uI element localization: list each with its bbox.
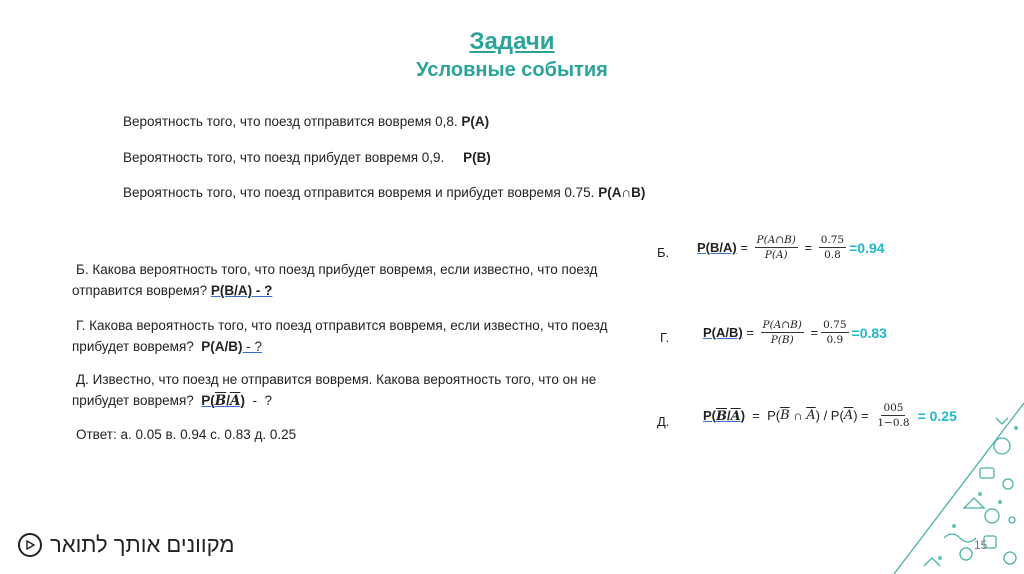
solution-d-label: Д. bbox=[657, 414, 670, 429]
given-line-1 bbox=[123, 114, 489, 129]
solution-b-label: Б. bbox=[657, 245, 670, 260]
equals: = bbox=[806, 325, 819, 340]
question-b-line2: отправится вовремя? bbox=[72, 283, 211, 298]
page-number: 15 bbox=[974, 538, 988, 552]
solution-d-result: = 0.25 bbox=[917, 407, 957, 424]
page-title: Задачи bbox=[469, 28, 555, 55]
solution-b-result: =0.94 bbox=[849, 239, 885, 256]
solution-b-lhs: P(B/A) bbox=[697, 240, 737, 255]
overline-a: $\overline{A}$ bbox=[843, 408, 854, 423]
given-line-3 bbox=[123, 185, 645, 200]
question-g-line1: Г. Какова вероятность того, что поезд отправится вовремя, если известно, что поезд bbox=[76, 318, 608, 333]
question-b-suffix: - ? bbox=[252, 283, 273, 298]
question-b-line1: Б. Какова вероятность того, что поезд прибудет вовремя, если известно, что поезд bbox=[76, 262, 598, 277]
equals: = bbox=[742, 325, 758, 340]
fraction: $\frac{P(A\cap B)}{P(B)}$ bbox=[762, 319, 802, 346]
overline-a: $\overline{A}$ bbox=[806, 408, 816, 423]
given-tag: P(B) bbox=[463, 150, 491, 165]
question-d bbox=[72, 369, 632, 412]
given-text: Вероятность того, что поезд прибудет вовремя 0,9. bbox=[123, 150, 464, 165]
logo-text: מקוונים אותך לתואר bbox=[50, 532, 235, 557]
question-d-tag: P(B/A) bbox=[201, 393, 245, 409]
page-subtitle: Условные события bbox=[416, 59, 608, 81]
question-d-suffix: - ? bbox=[244, 393, 272, 408]
question-b-tag: P(B/A) bbox=[210, 283, 253, 298]
play-icon bbox=[18, 533, 42, 557]
question-g-line2: прибудет вовремя? bbox=[72, 339, 202, 354]
given-text: Вероятность того, что поезд отправится вовремя и прибудет вовремя 0.75. bbox=[123, 185, 599, 200]
solution-d-lhs: P(B/A) bbox=[703, 407, 746, 424]
cap-symbol: ∩ bbox=[789, 408, 807, 423]
equals: = bbox=[800, 240, 816, 255]
question-g-tag: P(A/B) bbox=[201, 339, 243, 354]
given-tag: P(A) bbox=[461, 114, 490, 129]
solution-g-result: =0.83 bbox=[851, 324, 887, 341]
equals: = bbox=[736, 240, 752, 255]
fraction: $\frac{P(A\cap B)}{P(A)}$ bbox=[756, 234, 796, 261]
given-tag: P(A∩B) bbox=[598, 185, 646, 200]
paren: ) bbox=[853, 408, 858, 423]
fraction: $\frac{005}{1-0.8}$ bbox=[877, 402, 910, 429]
equals: = bbox=[857, 408, 873, 423]
solution-g-formula bbox=[703, 319, 887, 346]
div-text: ) / P( bbox=[815, 408, 844, 423]
footer-logo bbox=[18, 532, 234, 558]
question-d-line1: Д. Известно, что поезд не отправится вовремя. Какова вероятность того, что он не bbox=[76, 372, 597, 387]
solution-g-label: Г. bbox=[660, 330, 670, 345]
decorative-pattern bbox=[884, 398, 1024, 574]
fraction: $\frac{0.75}{0.9}$ bbox=[823, 319, 847, 346]
equals: = P( bbox=[745, 408, 781, 423]
solution-b-formula bbox=[697, 234, 885, 261]
question-d-line2: прибудет вовремя? bbox=[72, 393, 202, 408]
question-g bbox=[72, 315, 632, 357]
fraction: $\frac{0.75}{0.8}$ bbox=[820, 234, 845, 261]
solution-g-lhs: P(A/B) bbox=[703, 325, 743, 340]
overline-b: $\overline{B}$ bbox=[780, 408, 790, 423]
question-b bbox=[72, 259, 632, 301]
question-g-suffix: - ? bbox=[242, 339, 263, 354]
given-line-2 bbox=[123, 150, 491, 165]
answer-line: Ответ: а. 0.05 в. 0.94 с. 0.83 д. 0.25 bbox=[76, 427, 297, 442]
given-text: Вероятность того, что поезд отправится вовремя 0,8. bbox=[123, 114, 462, 129]
